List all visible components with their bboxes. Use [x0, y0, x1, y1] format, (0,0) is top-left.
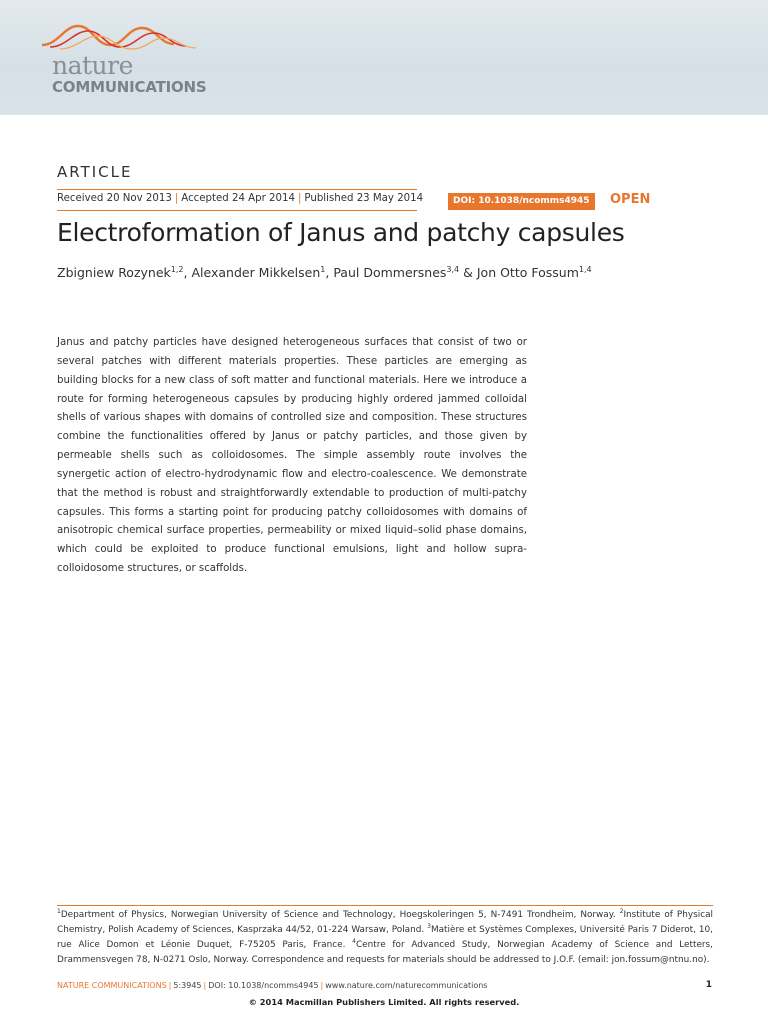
- affiliation-3: Matière et Systèmes Complexes, Université Paris 7 Diderot, 10, rue Alice Domon et Léonie Duquet, F-75205 Paris, France.: [57, 925, 713, 950]
- accepted-date: Accepted 24 Apr 2014: [181, 193, 295, 204]
- footer-separator: |: [168, 981, 172, 990]
- dates-rule-bottom: [57, 210, 417, 211]
- footer-journal-name: NATURE COMMUNICATIONS: [57, 981, 167, 990]
- received-date: Received 20 Nov 2013: [57, 193, 172, 204]
- affiliations-text: [57, 908, 713, 968]
- affiliation-sup: 4: [352, 938, 356, 946]
- page-number: 1: [705, 980, 712, 990]
- affiliation-4: Centre for Advanced Study, Norwegian Academy of Science and Letters, Drammensvegen 78, N-0271 Oslo, Norway.: [57, 940, 714, 965]
- affiliation-sup: 2: [619, 908, 624, 916]
- journal-banner: [0, 0, 768, 115]
- author-name[interactable]: Alexander Mikkelsen: [191, 265, 321, 280]
- date-separator: |: [297, 193, 302, 204]
- publication-dates: [57, 193, 424, 204]
- author-list: [57, 265, 737, 280]
- affiliation-2: Institute of Physical Chemistry, Polish Academy of Sciences, Kasprzaka 44/52, 01-224 Warsaw, Poland.: [57, 910, 714, 935]
- author-affiliation-sup: 3,4: [446, 264, 460, 274]
- author-separator: ,: [325, 265, 334, 280]
- logo-communications-text: COMMUNICATIONS: [52, 78, 207, 96]
- published-date: Published 23 May 2014: [304, 193, 424, 204]
- dates-rule-top: [57, 189, 417, 190]
- footer-url-link[interactable]: www.nature.com/naturecommunications: [325, 981, 488, 990]
- article-title: Electroformation of Janus and patchy capsules: [57, 218, 625, 247]
- author-name[interactable]: Paul Dommersnes: [333, 265, 447, 280]
- logo-nature-text: nature: [52, 51, 133, 80]
- author-affiliation-sup: 1: [320, 264, 326, 274]
- affiliation-sup: 1: [57, 908, 61, 916]
- author-name[interactable]: Zbigniew Rozynek: [57, 265, 171, 280]
- footer-separator: |: [320, 981, 324, 990]
- affiliations-rule: [57, 905, 713, 906]
- affiliation-1: Department of Physics, Norwegian University of Science and Technology, Hoegskoleringen 5, N-7491 Trondheim, Norway.: [60, 910, 616, 920]
- footer-separator: |: [203, 981, 207, 990]
- abstract-text: Janus and patchy particles have designed heterogeneous surfaces that consist of two or several patches with different materials properties. These particles are emerging as building blocks for a new class of soft matter and functional materials. Here we introduce a route for forming heterogeneous capsules by producing highly ordered jammed colloidal shells of various shapes with domains of controlled size and composition. These structures combine the functionalities offered by Janus or patchy particles, and those given by permeable shells such as colloidosomes. The simple assembly route involves the synergetic action of electro-hydrodynamic flow and electro-coalescence. We demonstrate that the method is robust and straightforwardly extendable to production of multi-patchy capsules. This forms a starting point for producing patchy colloidosomes with domains of anisotropic chemical surface properties, permeability or mixed liquid–solid phase domains, which could be exploited to produce functional emulsions, light and hollow supra-colloidosome structures, or scaffolds.: [57, 337, 527, 575]
- page-footer: [57, 981, 657, 990]
- journal-logo: [40, 20, 280, 110]
- copyright-notice: © 2014 Macmillan Publishers Limited. All rights reserved.: [248, 997, 520, 1007]
- doi-badge[interactable]: DOI: 10.1038/ncomms4945: [448, 193, 595, 210]
- footer-doi: DOI: 10.1038/ncomms4945: [208, 981, 319, 990]
- correspondence-note: Correspondence and requests for materials should be addressed to J.O.F. (email: jon.fossum@ntnu.no).: [251, 955, 710, 965]
- date-separator: |: [174, 193, 179, 204]
- article-type-label: ARTICLE: [57, 163, 133, 181]
- affiliation-sup: 3: [427, 923, 431, 931]
- author-separator: ,: [183, 265, 192, 280]
- author-separator: &: [459, 265, 477, 280]
- author-affiliation-sup: 1,2: [170, 264, 184, 274]
- author-name[interactable]: Jon Otto Fossum: [476, 265, 579, 280]
- open-access-badge: OPEN: [610, 192, 651, 207]
- footer-issue: 5:3945: [173, 981, 202, 990]
- author-affiliation-sup: 1,4: [578, 264, 592, 274]
